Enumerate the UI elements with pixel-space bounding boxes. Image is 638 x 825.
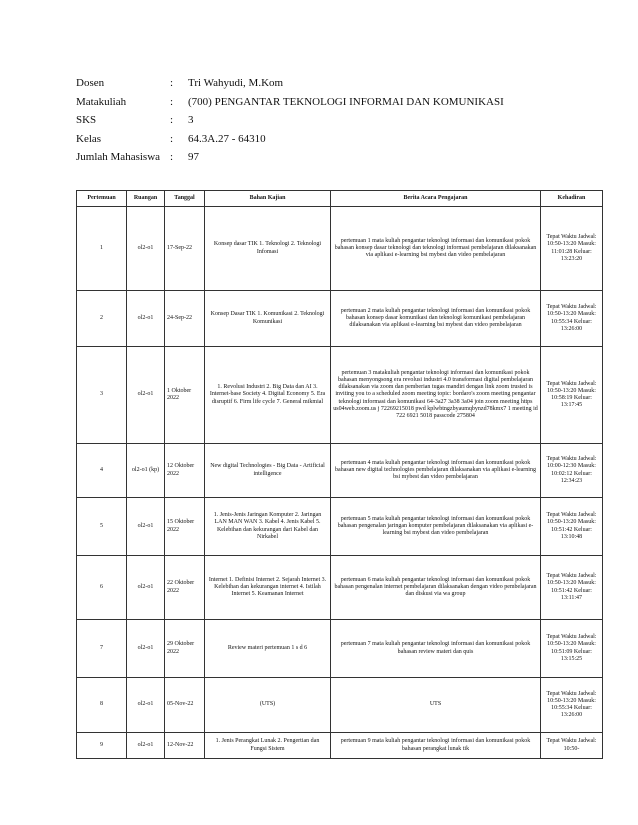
sks-value: 3 — [188, 114, 194, 127]
course-header — [76, 74, 504, 167]
cell-kehadiran: Tepat Waktu Jadwal: 10:50-13:20 Masuk: 10:51:42 Keluar: 13:11:47 — [541, 556, 603, 620]
dosen-label: Dosen — [76, 77, 105, 90]
kelas-label: Kelas — [76, 132, 102, 145]
cell-tanggal: 12-Nov-22 — [165, 733, 205, 759]
cell-bahan-kajian: (UTS) — [205, 678, 331, 733]
attendance-table — [76, 190, 603, 759]
col-tanggal: Tanggal — [165, 191, 205, 207]
cell-pertemuan: 1 — [77, 207, 127, 291]
table-row — [77, 733, 603, 759]
matakuliah-value: (700) PENGANTAR TEKNOLOGI INFORMAI DAN KOMUNIKASI — [188, 95, 504, 108]
cell-berita-acara: pertemuan 3 matakuliah pengantar teknologi informasi dan komunikasi pokok bahasan menyongsong era revolusi industri 4.0 transformasi digital pembelajaran dilaksanakan via zoom dan pemberian tugas mandiri dengan link zoom trusted is inviting you to a scheduled zoom meeting topic: bordaro's zoom meeting pengantar teknologi informasi dan komunikasi 64-3a27 3a38 3a04 join zoom meeting https us04web.zoom.us j 72269215018 pwd kplwbtngzbyaumqbynzd78kmx7 1 meeting id 722 6921 5018 passcode 275804 — [331, 347, 541, 444]
cell-kehadiran: Tepat Waktu Jadwal: 10:50-13:20 Masuk: 10:55:34 Keluar: 13:26:00 — [541, 291, 603, 347]
cell-kehadiran: Tepat Waktu Jadwal: 10:50-13:20 Masuk: 11:01:28 Keluar: 13:23:20 — [541, 207, 603, 291]
sks-label: SKS — [76, 114, 97, 127]
cell-bahan-kajian: Review materi pertemuan 1 s d 6 — [205, 620, 331, 678]
cell-ruangan: ol2-o1 — [127, 498, 165, 556]
cell-tanggal: 1 Oktober 2022 — [165, 347, 205, 444]
col-pertemuan: Pertemuan — [77, 191, 127, 207]
cell-pertemuan: 9 — [77, 733, 127, 759]
cell-ruangan: ol2-o1 — [127, 207, 165, 291]
table-row — [77, 620, 603, 678]
sks-row — [76, 111, 504, 130]
cell-pertemuan: 2 — [77, 291, 127, 347]
col-bahan-kajian: Bahan Kajian — [205, 191, 331, 207]
col-kehadiran: Kehadiran — [541, 191, 603, 207]
cell-kehadiran: Tepat Waktu Jadwal: 10:50-13:20 Masuk: 10:58:19 Keluar: 13:17:45 — [541, 347, 603, 444]
cell-pertemuan: 4 — [77, 444, 127, 498]
cell-pertemuan: 8 — [77, 678, 127, 733]
cell-berita-acara: pertemuan 1 mata kuliah pengantar teknologi informasi dan komunikasi pokok bahasan konsep dasar teknologi dan teknologi informasi pembelajaran dilaksanakan via aplikasi e-learning bsi mybest dan video pembelajaran — [331, 207, 541, 291]
table-row — [77, 444, 603, 498]
cell-tanggal: 15 Oktober 2022 — [165, 498, 205, 556]
col-ruangan: Ruangan — [127, 191, 165, 207]
cell-pertemuan: 6 — [77, 556, 127, 620]
cell-kehadiran: Tepat Waktu Jadwal: 10:50-13:20 Masuk: 10:51:09 Keluar: 13:15:25 — [541, 620, 603, 678]
dosen-value: Tri Wahyudi, M.Kom — [188, 77, 284, 90]
cell-kehadiran: Tepat Waktu Jadwal: 10:50-13:20 Masuk: 10:55:34 Keluar: 13:26:00 — [541, 678, 603, 733]
cell-berita-acara: pertemuan 6 mata kuliah pengantar teknologi informasi dan komunikasi pokok bahasan pengenalan internet pembelajaran dilaksanakan dengan video pembelajaran dan diskusi via wa group — [331, 556, 541, 620]
table-row — [77, 498, 603, 556]
dosen-row — [76, 74, 504, 93]
cell-tanggal: 17-Sep-22 — [165, 207, 205, 291]
cell-bahan-kajian: Konsep dasar TIK 1. Teknologi 2. Teknologi Infomasi — [205, 207, 331, 291]
cell-ruangan: ol2-o1 — [127, 556, 165, 620]
col-berita-acara: Berita Acara Pengajaran — [331, 191, 541, 207]
cell-pertemuan: 7 — [77, 620, 127, 678]
jumlah-row — [76, 148, 504, 167]
cell-kehadiran: Tepat Waktu Jadwal: 10:50-13:20 Masuk: 10:51:42 Keluar: 13:10:48 — [541, 498, 603, 556]
table-row — [77, 678, 603, 733]
cell-bahan-kajian: New digital Technologies - Big Data - Artificial intelligence — [205, 444, 331, 498]
cell-tanggal: 29 Oktober 2022 — [165, 620, 205, 678]
cell-ruangan: ol2-o1 — [127, 291, 165, 347]
cell-berita-acara: UTS — [331, 678, 541, 733]
colon: : — [170, 95, 174, 108]
cell-berita-acara: pertemuan 7 mata kuliah pengantar teknologi informasi dan komunikasi pokok bahasan review materi dan quis — [331, 620, 541, 678]
table-row — [77, 291, 603, 347]
cell-bahan-kajian: 1. Jenis-Jenis Jaringan Komputer 2. Jaringan LAN MAN WAN 3. Kabel 4. Jenis Kabel 5. Kelebihan dan kekurangan dari Kabel dan Nirkabel — [205, 498, 331, 556]
matakuliah-row — [76, 93, 504, 112]
cell-ruangan: ol2-o1 — [127, 620, 165, 678]
cell-kehadiran: Tepat Waktu Jadwal: 10:50- — [541, 733, 603, 759]
cell-berita-acara: pertemuan 5 mata kuliah pengantar teknologi informasi dan komunikasi pokok bahasan pengenalan jaringan komputer pembelajaran dilaksanakan via aplikasi e-learning bsi mybest dan video pembelajaran — [331, 498, 541, 556]
cell-berita-acara: pertemuan 4 mata kuliah pengantar teknologi informasi dan komunikasi pokok bahasan new digital technologies pembelajaran dilaksanakan via aplikasi e-learning bsi mybest dan video pembelajaran — [331, 444, 541, 498]
jumlah-label: Jumlah Mahasiswa — [76, 151, 161, 164]
colon: : — [170, 77, 174, 90]
cell-berita-acara: pertemuan 2 mata kuliah pengantar teknologi informasi dan komunikasi pokok bahasan konsep dasar komunikasi dan teknologi komunikasi pembelajaran dilaksanakan via aplikasi e-learning bsi mybest dan video pembelajaran — [331, 291, 541, 347]
cell-ruangan: ol2-o1 — [127, 347, 165, 444]
cell-kehadiran: Tepat Waktu Jadwal: 10:00-12:30 Masuk: 10:02:12 Keluar: 12:34:23 — [541, 444, 603, 498]
cell-bahan-kajian: Internet 1. Definisi Internet 2. Sejarah Internet 3. Kelebihan dan kekurangan internet 4. Istilah Internet 5. Keamanan Internet — [205, 556, 331, 620]
cell-bahan-kajian: Konsep Dasar TIK 1. Komunikasi 2. Teknologi Komunikasi — [205, 291, 331, 347]
jumlah-value: 97 — [188, 151, 199, 164]
cell-pertemuan: 3 — [77, 347, 127, 444]
table-header-row — [77, 191, 603, 207]
table-row — [77, 347, 603, 444]
colon: : — [170, 114, 174, 127]
cell-tanggal: 05-Nov-22 — [165, 678, 205, 733]
cell-tanggal: 12 Oktober 2022 — [165, 444, 205, 498]
cell-ruangan: ol2-o1 — [127, 678, 165, 733]
cell-bahan-kajian: 1. Jenis Perangkat Lunak 2. Pengertian dan Fungsi Sistem — [205, 733, 331, 759]
cell-pertemuan: 5 — [77, 498, 127, 556]
kelas-value: 64.3A.27 - 64310 — [188, 132, 266, 145]
cell-tanggal: 22 Oktober 2022 — [165, 556, 205, 620]
colon: : — [170, 132, 174, 145]
table-row — [77, 207, 603, 291]
cell-ruangan: ol2-o1 — [127, 733, 165, 759]
matakuliah-label: Matakuliah — [76, 95, 127, 108]
cell-ruangan: ol2-o1 (kp) — [127, 444, 165, 498]
cell-tanggal: 24-Sep-22 — [165, 291, 205, 347]
kelas-row — [76, 130, 504, 149]
cell-bahan-kajian: 1. Revolusi Industri 2. Big Data dan AI 3. Internet-base Society 4. Digital Economy 5. Era disruptif 6. Firm life cycle 7. General mikmial — [205, 347, 331, 444]
table-row — [77, 556, 603, 620]
colon: : — [170, 151, 174, 164]
cell-berita-acara: pertemuan 9 mata kuliah pengantar teknologi informasi dan komunikasi pokok bahasan perangkat lunak tik — [331, 733, 541, 759]
